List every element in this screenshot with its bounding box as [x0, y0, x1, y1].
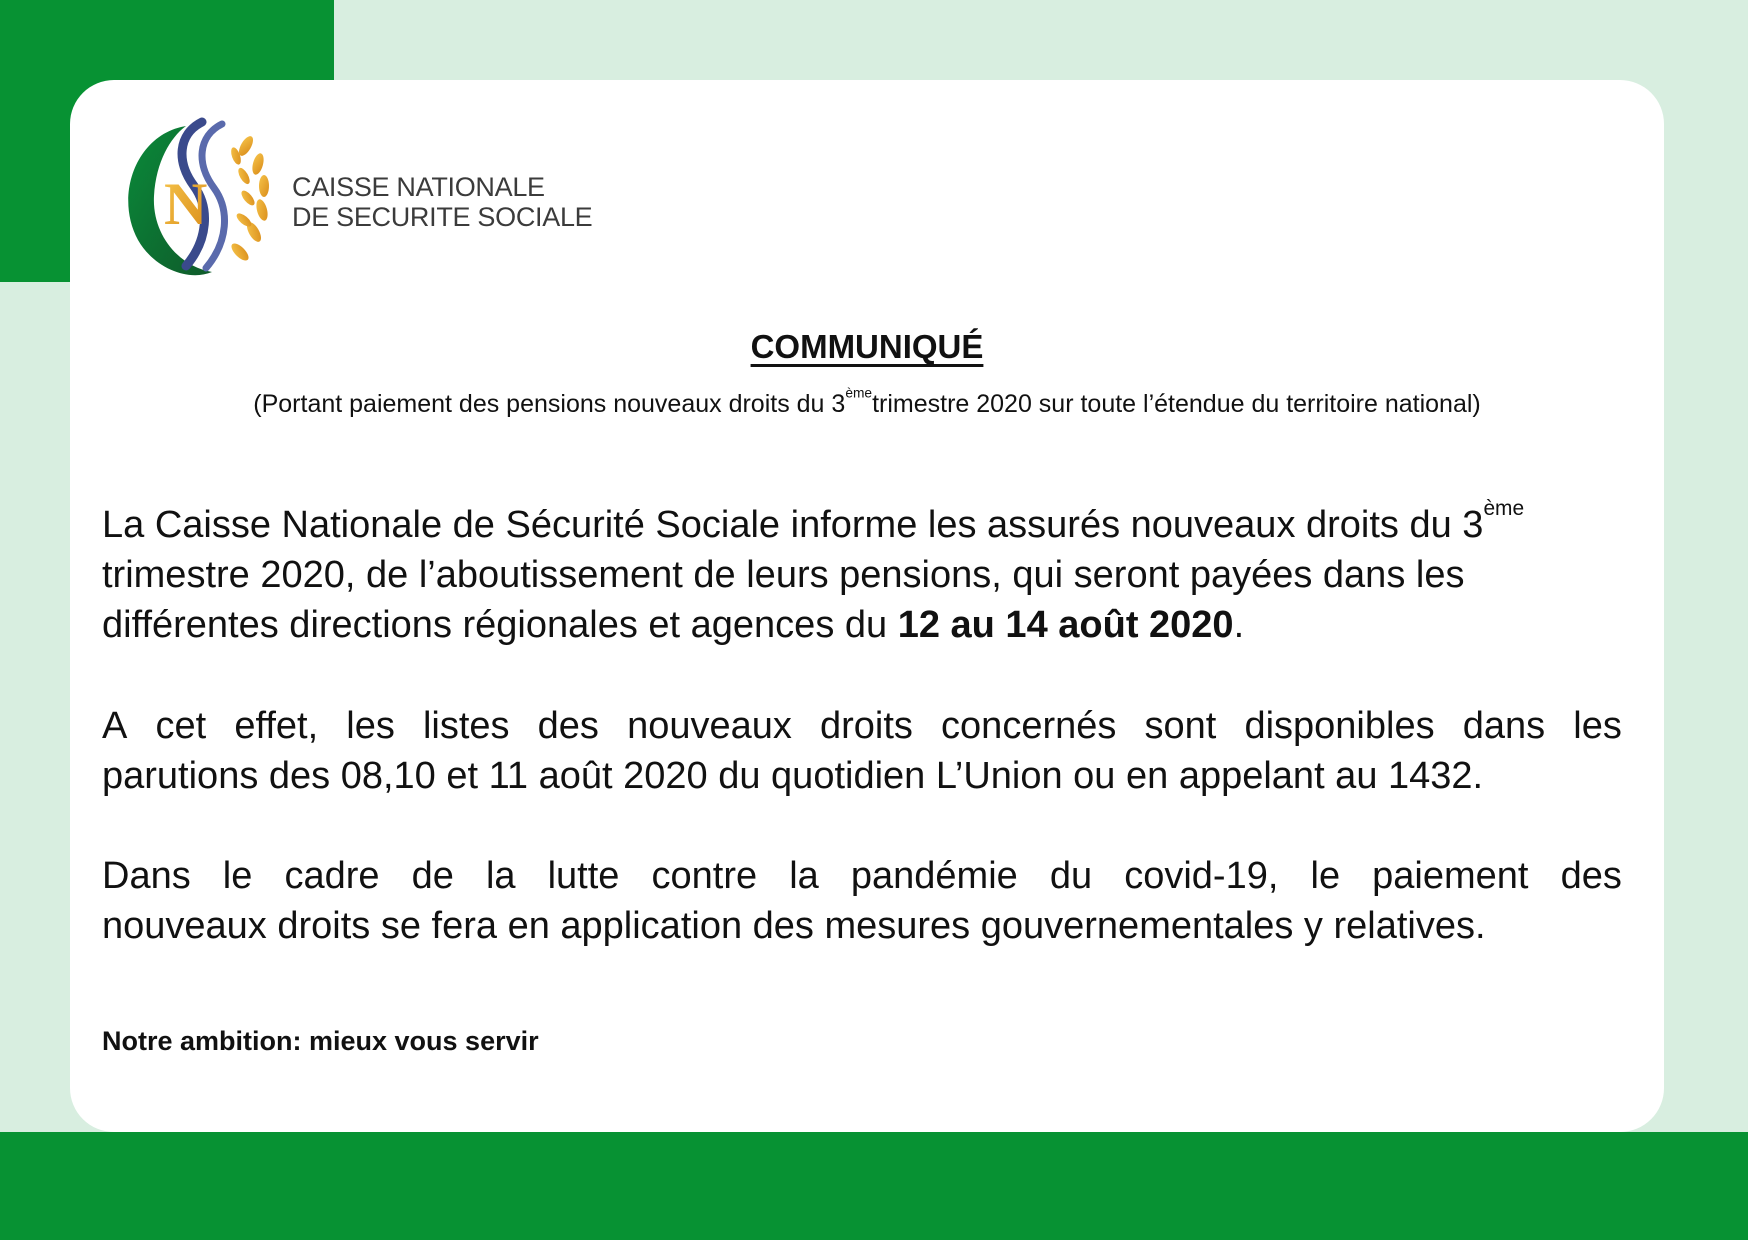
word: la: [789, 855, 819, 897]
word: le: [222, 855, 253, 897]
paragraph3-line-2: nouveaux droits se fera en application des mesures gouvernementales y relatives.: [102, 905, 1486, 947]
svg-text:N: N: [164, 171, 208, 237]
word: paiement: [1372, 855, 1529, 897]
signoff-slogan: Notre ambition: mieux vous servir: [102, 1026, 539, 1056]
word: Dans: [102, 855, 191, 897]
paragraph1-line-1: [102, 497, 1622, 550]
word: des: [1560, 855, 1622, 897]
word: de: [411, 855, 454, 897]
paragraph1-line-3: [102, 600, 1622, 650]
word: A: [102, 705, 128, 747]
bottom-green-band: [0, 1132, 1748, 1240]
word: cadre: [284, 855, 380, 897]
subtitle-sup: ème: [845, 385, 873, 401]
word: les: [346, 705, 395, 747]
paragraph1-line-1-text: La Caisse Nationale de Sécurité Sociale informe les assurés nouveaux droits du 3: [102, 504, 1484, 546]
payment-date-range: 12 au 14 août 2020: [897, 604, 1234, 646]
cnss-logo-icon: [116, 116, 286, 286]
word: listes: [422, 705, 510, 747]
paragraph1-line-3-before: différentes directions régionales et agences du: [102, 604, 898, 646]
org-name-line-1: CAISSE NATIONALE: [292, 172, 545, 202]
word: sont: [1144, 705, 1217, 747]
paragraph3-line-1: [102, 851, 1622, 901]
word: le: [1310, 855, 1341, 897]
communique-subtitle: [70, 385, 1664, 419]
organization-name: [292, 172, 592, 232]
paragraph-covid-measures: [102, 851, 1622, 951]
paragraph1-line-3-after: .: [1233, 604, 1245, 646]
word: cet: [155, 705, 207, 747]
word: droits: [820, 705, 913, 747]
paragraph1-line-2: trimestre 2020, de l’aboutissement de leurs pensions, qui seront payées dans les: [102, 554, 1465, 596]
word: pandémie: [850, 855, 1018, 897]
paragraph2-line-2: parutions des 08,10 et 11 août 2020 du quotidien L’Union ou en appelant au 1432.: [102, 755, 1484, 797]
paragraph-lists-availability: [102, 701, 1622, 801]
word: les: [1573, 705, 1622, 747]
subtitle-before: (Portant paiement des pensions nouveaux droits du 3: [253, 390, 846, 418]
org-name-line-2: DE SECURITE SOCIALE: [292, 202, 593, 232]
subtitle-after: trimestre 2020 sur toute l’étendue du territoire national): [872, 390, 1481, 418]
word: covid-19,: [1124, 855, 1279, 897]
word: effet,: [234, 705, 319, 747]
word: contre: [651, 855, 758, 897]
word: nouveaux: [627, 705, 792, 747]
paragraph1-line-1-sup: ème: [1483, 497, 1525, 521]
word: lutte: [547, 855, 620, 897]
word: dans: [1462, 705, 1546, 747]
paragraph2-line-1: [102, 701, 1622, 751]
word: la: [485, 855, 516, 897]
paragraph-payment-dates: [102, 497, 1622, 650]
word: du: [1049, 855, 1093, 897]
word: des: [537, 705, 599, 747]
communique-card: [70, 80, 1664, 1132]
word: concernés: [941, 705, 1117, 747]
communique-title: COMMUNIQUÉ: [750, 328, 984, 365]
word: disponibles: [1244, 705, 1435, 747]
